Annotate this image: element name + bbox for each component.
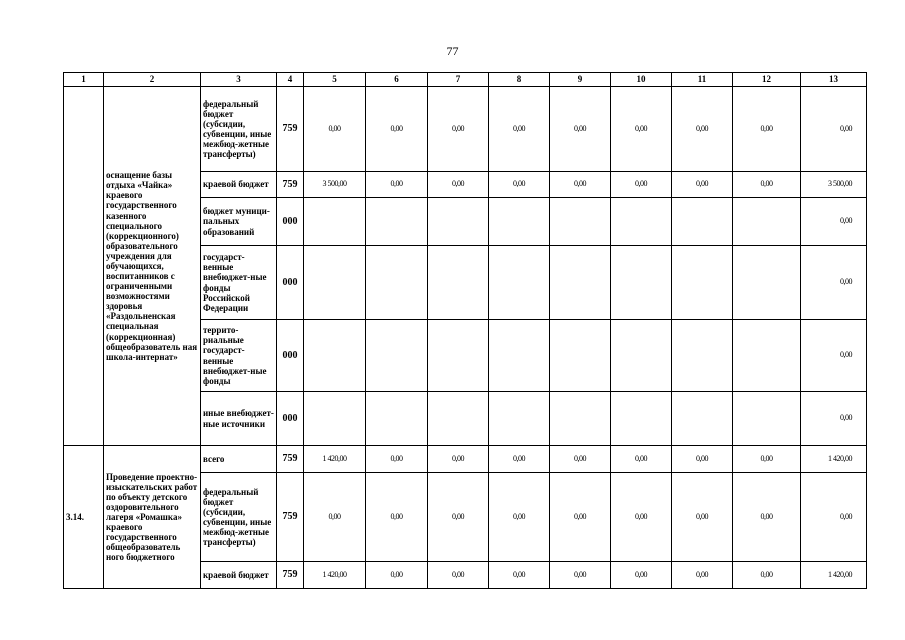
value-cell-col12 <box>733 198 801 246</box>
header-cell: 4 <box>277 73 304 87</box>
value-cell-col8: 0,00 <box>489 473 550 562</box>
value-cell-col12: 0,00 <box>733 172 801 198</box>
value-cell-col13: 0,00 <box>801 473 867 562</box>
funding-source: краевой бюджет <box>201 172 277 198</box>
value-cell-col6: 0,00 <box>366 172 428 198</box>
value-cell-col7 <box>428 246 489 320</box>
value-cell-col8: 0,00 <box>489 87 550 172</box>
header-cell: 10 <box>611 73 672 87</box>
header-cell: 6 <box>366 73 428 87</box>
value-cell-col12 <box>733 320 801 392</box>
budget-code: 759 <box>277 446 304 473</box>
value-cell-col11 <box>672 320 733 392</box>
value-cell-col6: 0,00 <box>366 473 428 562</box>
header-cell: 8 <box>489 73 550 87</box>
value-cell-col7 <box>428 198 489 246</box>
block-3-13 <box>64 87 867 446</box>
budget-code: 759 <box>277 473 304 562</box>
budget-code: 000 <box>277 198 304 246</box>
value-cell-col9: 0,00 <box>550 172 611 198</box>
value-cell-col11 <box>672 392 733 446</box>
value-cell-col10 <box>611 246 672 320</box>
item-number: 3.14. <box>64 446 104 589</box>
funding-source: террито-риальные государст-венные внебюджет-ные фонды <box>201 320 277 392</box>
header-cell: 1 <box>64 73 104 87</box>
value-cell-col8: 0,00 <box>489 446 550 473</box>
header-cell: 9 <box>550 73 611 87</box>
budget-code: 000 <box>277 320 304 392</box>
funding-source: государст-венные внебюджет-ные фонды Российской Федерации <box>201 246 277 320</box>
table-row <box>64 87 867 172</box>
value-cell-col9: 0,00 <box>550 562 611 589</box>
value-cell-col13: 0,00 <box>801 392 867 446</box>
funding-source: иные внебюджет-ные источники <box>201 392 277 446</box>
value-cell-col9: 0,00 <box>550 473 611 562</box>
header-cell: 12 <box>733 73 801 87</box>
funding-source: бюджет муници-пальных образований <box>201 198 277 246</box>
header-cell: 3 <box>201 73 277 87</box>
header-cell: 11 <box>672 73 733 87</box>
value-cell-col11 <box>672 246 733 320</box>
value-cell-col10: 0,00 <box>611 87 672 172</box>
value-cell-col5 <box>304 320 366 392</box>
value-cell-col13: 0,00 <box>801 198 867 246</box>
value-cell-col8 <box>489 320 550 392</box>
value-cell-col10 <box>611 392 672 446</box>
item-title: оснащение базы отдыха «Чайка» краевого государственного казенного специального (коррекционного) образовательного учреждения для обучающихся, воспитанников с ограниченными возможностями здоровья «Раздольненская специальная (коррекционная) общеобразователь ная школа-интернат» <box>104 87 201 446</box>
value-cell-col11: 0,00 <box>672 562 733 589</box>
value-cell-col7 <box>428 392 489 446</box>
value-cell-col5: 1 420,00 <box>304 446 366 473</box>
value-cell-col10 <box>611 320 672 392</box>
value-cell-col13: 0,00 <box>801 87 867 172</box>
value-cell-col5 <box>304 198 366 246</box>
value-cell-col6 <box>366 198 428 246</box>
value-cell-col7: 0,00 <box>428 172 489 198</box>
value-cell-col10 <box>611 198 672 246</box>
value-cell-col7: 0,00 <box>428 562 489 589</box>
value-cell-col5 <box>304 246 366 320</box>
value-cell-col11: 0,00 <box>672 87 733 172</box>
value-cell-col13: 0,00 <box>801 320 867 392</box>
value-cell-col13: 1 420,00 <box>801 446 867 473</box>
value-cell-col12: 0,00 <box>733 87 801 172</box>
value-cell-col13: 1 420,00 <box>801 562 867 589</box>
value-cell-col10: 0,00 <box>611 562 672 589</box>
value-cell-col7 <box>428 320 489 392</box>
value-cell-col9 <box>550 198 611 246</box>
value-cell-col10: 0,00 <box>611 172 672 198</box>
value-cell-col13: 3 500,00 <box>801 172 867 198</box>
header-row <box>64 73 867 87</box>
value-cell-col9: 0,00 <box>550 446 611 473</box>
value-cell-col6: 0,00 <box>366 562 428 589</box>
value-cell-col12: 0,00 <box>733 473 801 562</box>
funding-source: краевой бюджет <box>201 562 277 589</box>
value-cell-col8: 0,00 <box>489 172 550 198</box>
value-cell-col7: 0,00 <box>428 473 489 562</box>
table-row <box>64 446 867 473</box>
value-cell-col11: 0,00 <box>672 172 733 198</box>
item-number <box>64 87 104 446</box>
value-cell-col6: 0,00 <box>366 87 428 172</box>
value-cell-col6 <box>366 392 428 446</box>
budget-code: 759 <box>277 87 304 172</box>
value-cell-col9: 0,00 <box>550 87 611 172</box>
value-cell-col5 <box>304 392 366 446</box>
value-cell-col13: 0,00 <box>801 246 867 320</box>
budget-code: 000 <box>277 392 304 446</box>
value-cell-col11: 0,00 <box>672 473 733 562</box>
header-cell: 13 <box>801 73 867 87</box>
value-cell-col9 <box>550 320 611 392</box>
value-cell-col12 <box>733 392 801 446</box>
value-cell-col5: 0,00 <box>304 473 366 562</box>
value-cell-col8: 0,00 <box>489 562 550 589</box>
value-cell-col11 <box>672 198 733 246</box>
budget-table <box>63 72 867 589</box>
budget-code: 000 <box>277 246 304 320</box>
value-cell-col10: 0,00 <box>611 446 672 473</box>
value-cell-col9 <box>550 246 611 320</box>
value-cell-col8 <box>489 246 550 320</box>
header-cell: 5 <box>304 73 366 87</box>
value-cell-col8 <box>489 392 550 446</box>
page-number: 77 <box>446 44 459 58</box>
value-cell-col12 <box>733 246 801 320</box>
value-cell-col7: 0,00 <box>428 87 489 172</box>
header-cell: 2 <box>104 73 201 87</box>
value-cell-col5: 1 420,00 <box>304 562 366 589</box>
funding-source: федеральный бюджет (субсидии, субвенции, иные межбюд-жетные трансферты) <box>201 473 277 562</box>
block-3-14 <box>64 446 867 589</box>
budget-code: 759 <box>277 562 304 589</box>
value-cell-col10: 0,00 <box>611 473 672 562</box>
value-cell-col8 <box>489 198 550 246</box>
value-cell-col12: 0,00 <box>733 446 801 473</box>
value-cell-col7: 0,00 <box>428 446 489 473</box>
header-cell: 7 <box>428 73 489 87</box>
value-cell-col12: 0,00 <box>733 562 801 589</box>
value-cell-col5: 3 500,00 <box>304 172 366 198</box>
funding-source: федеральный бюджет (субсидии, субвенции, иные межбюд-жетные трансферты) <box>201 87 277 172</box>
value-cell-col6: 0,00 <box>366 446 428 473</box>
budget-code: 759 <box>277 172 304 198</box>
value-cell-col6 <box>366 246 428 320</box>
funding-source: всего <box>201 446 277 473</box>
value-cell-col6 <box>366 320 428 392</box>
value-cell-col11: 0,00 <box>672 446 733 473</box>
item-title: Проведение проектно-изыскательских работ по объекту детского оздоровительного лагеря «Ромашка» краевого государственного общеобразователь ного бюджетного <box>104 446 201 589</box>
value-cell-col9 <box>550 392 611 446</box>
value-cell-col5: 0,00 <box>304 87 366 172</box>
